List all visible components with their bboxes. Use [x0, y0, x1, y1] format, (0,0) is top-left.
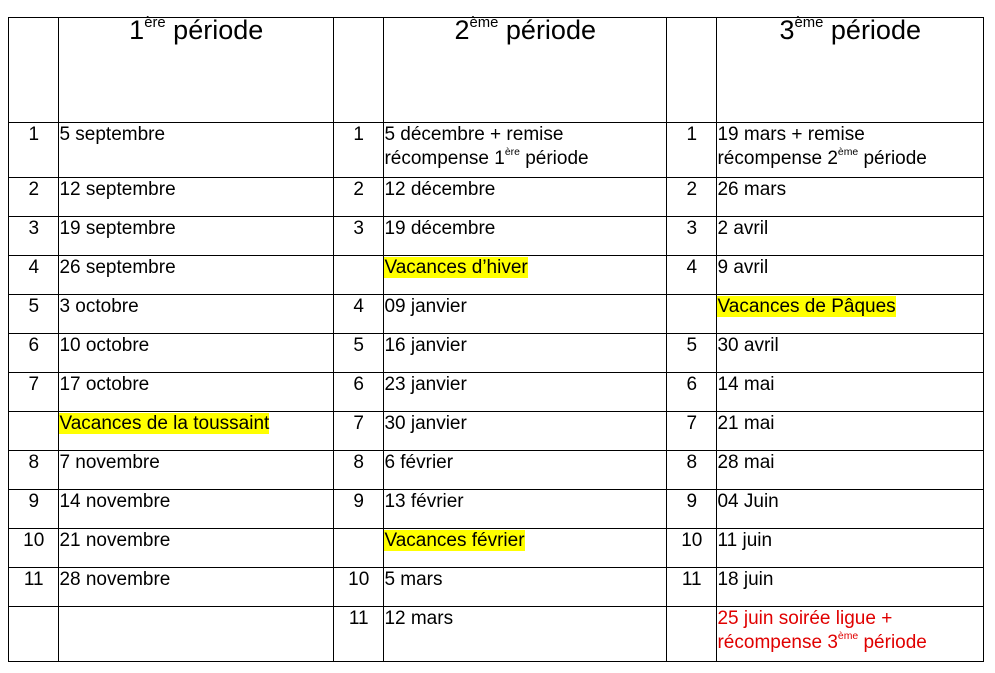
session-date: 30 avril [717, 334, 984, 373]
session-number [667, 295, 717, 334]
holiday-cell [384, 529, 667, 568]
session-number: 1 [9, 123, 59, 178]
session-number [667, 607, 717, 662]
holiday-highlight: Vacances de Pâques [717, 296, 896, 317]
session-number: 8 [667, 451, 717, 490]
session-date: 21 novembre [59, 529, 334, 568]
session-number [9, 607, 59, 662]
session-number: 4 [667, 256, 717, 295]
session-number: 9 [333, 490, 383, 529]
session-date: 5 mars [384, 568, 667, 607]
session-number: 9 [9, 490, 59, 529]
table-row [9, 529, 984, 568]
session-date: 30 janvier [384, 412, 667, 451]
session-number: 5 [667, 334, 717, 373]
holiday-cell [717, 295, 984, 334]
holiday-cell [384, 256, 667, 295]
session-number: 4 [333, 295, 383, 334]
holiday-highlight: Vacances d’hiver [384, 257, 528, 278]
header-number-cell [9, 18, 59, 123]
session-date: 13 février [384, 490, 667, 529]
session-date: 28 mai [717, 451, 984, 490]
header-row [9, 18, 984, 123]
session-date: 9 avril [717, 256, 984, 295]
table-row [9, 451, 984, 490]
session-number: 6 [333, 373, 383, 412]
session-number: 6 [9, 334, 59, 373]
session-date: 28 novembre [59, 568, 334, 607]
session-date: 6 février [384, 451, 667, 490]
session-number: 2 [667, 178, 717, 217]
header-period-1: 1ère période [59, 18, 334, 123]
session-date: 19 septembre [59, 217, 334, 256]
header-period-2: 2ème période [384, 18, 667, 123]
table-row [9, 256, 984, 295]
session-number: 5 [9, 295, 59, 334]
session-date: 21 mai [717, 412, 984, 451]
holiday-cell [59, 412, 334, 451]
session-number: 10 [9, 529, 59, 568]
session-number: 1 [667, 123, 717, 178]
session-number: 8 [9, 451, 59, 490]
schedule-table [8, 14, 984, 662]
session-date: 14 mai [717, 373, 984, 412]
table-row [9, 334, 984, 373]
session-date: 10 octobre [59, 334, 334, 373]
session-date: 5 septembre [59, 123, 334, 178]
session-date: 2 avril [717, 217, 984, 256]
session-number: 11 [333, 607, 383, 662]
final-event-cell: 25 juin soirée ligue + récompense 3ème période [717, 607, 984, 662]
table-row [9, 568, 984, 607]
session-number [333, 256, 383, 295]
session-date: 12 mars [384, 607, 667, 662]
session-number: 11 [9, 568, 59, 607]
session-number: 10 [333, 568, 383, 607]
session-date: 11 juin [717, 529, 984, 568]
session-number: 3 [9, 217, 59, 256]
session-date: 16 janvier [384, 334, 667, 373]
session-date: 17 octobre [59, 373, 334, 412]
session-number: 6 [667, 373, 717, 412]
session-date: 26 septembre [59, 256, 334, 295]
table-row [9, 373, 984, 412]
session-date: 26 mars [717, 178, 984, 217]
session-number: 1 [333, 123, 383, 178]
session-number: 11 [667, 568, 717, 607]
header-number-cell [667, 18, 717, 123]
session-number [333, 529, 383, 568]
session-number [9, 412, 59, 451]
session-date: 5 décembre + remise récompense 1ère période [384, 123, 667, 178]
table-row [9, 123, 984, 178]
session-number: 4 [9, 256, 59, 295]
session-number: 2 [333, 178, 383, 217]
table-row [9, 217, 984, 256]
session-number: 7 [9, 373, 59, 412]
table-row [9, 412, 984, 451]
session-date: 12 septembre [59, 178, 334, 217]
session-number: 3 [333, 217, 383, 256]
session-date: 12 décembre [384, 178, 667, 217]
holiday-highlight: Vacances de la toussaint [59, 413, 270, 434]
session-date: 7 novembre [59, 451, 334, 490]
table-row [9, 295, 984, 334]
session-date: 23 janvier [384, 373, 667, 412]
session-date: 18 juin [717, 568, 984, 607]
table-row [9, 490, 984, 529]
session-number: 8 [333, 451, 383, 490]
holiday-highlight: Vacances février [384, 530, 525, 551]
header-number-cell [333, 18, 383, 123]
session-date: 3 octobre [59, 295, 334, 334]
session-date: 19 mars + remise récompense 2ème période [717, 123, 984, 178]
session-number: 5 [333, 334, 383, 373]
session-date: 04 Juin [717, 490, 984, 529]
session-number: 7 [667, 412, 717, 451]
session-number: 9 [667, 490, 717, 529]
session-date: 09 janvier [384, 295, 667, 334]
table-row [9, 607, 984, 662]
session-date: 19 décembre [384, 217, 667, 256]
table-row [9, 178, 984, 217]
session-number: 2 [9, 178, 59, 217]
session-number: 10 [667, 529, 717, 568]
session-date: 14 novembre [59, 490, 334, 529]
session-number: 3 [667, 217, 717, 256]
session-number: 7 [333, 412, 383, 451]
header-period-3: 3ème période [717, 18, 984, 123]
session-date [59, 607, 334, 662]
